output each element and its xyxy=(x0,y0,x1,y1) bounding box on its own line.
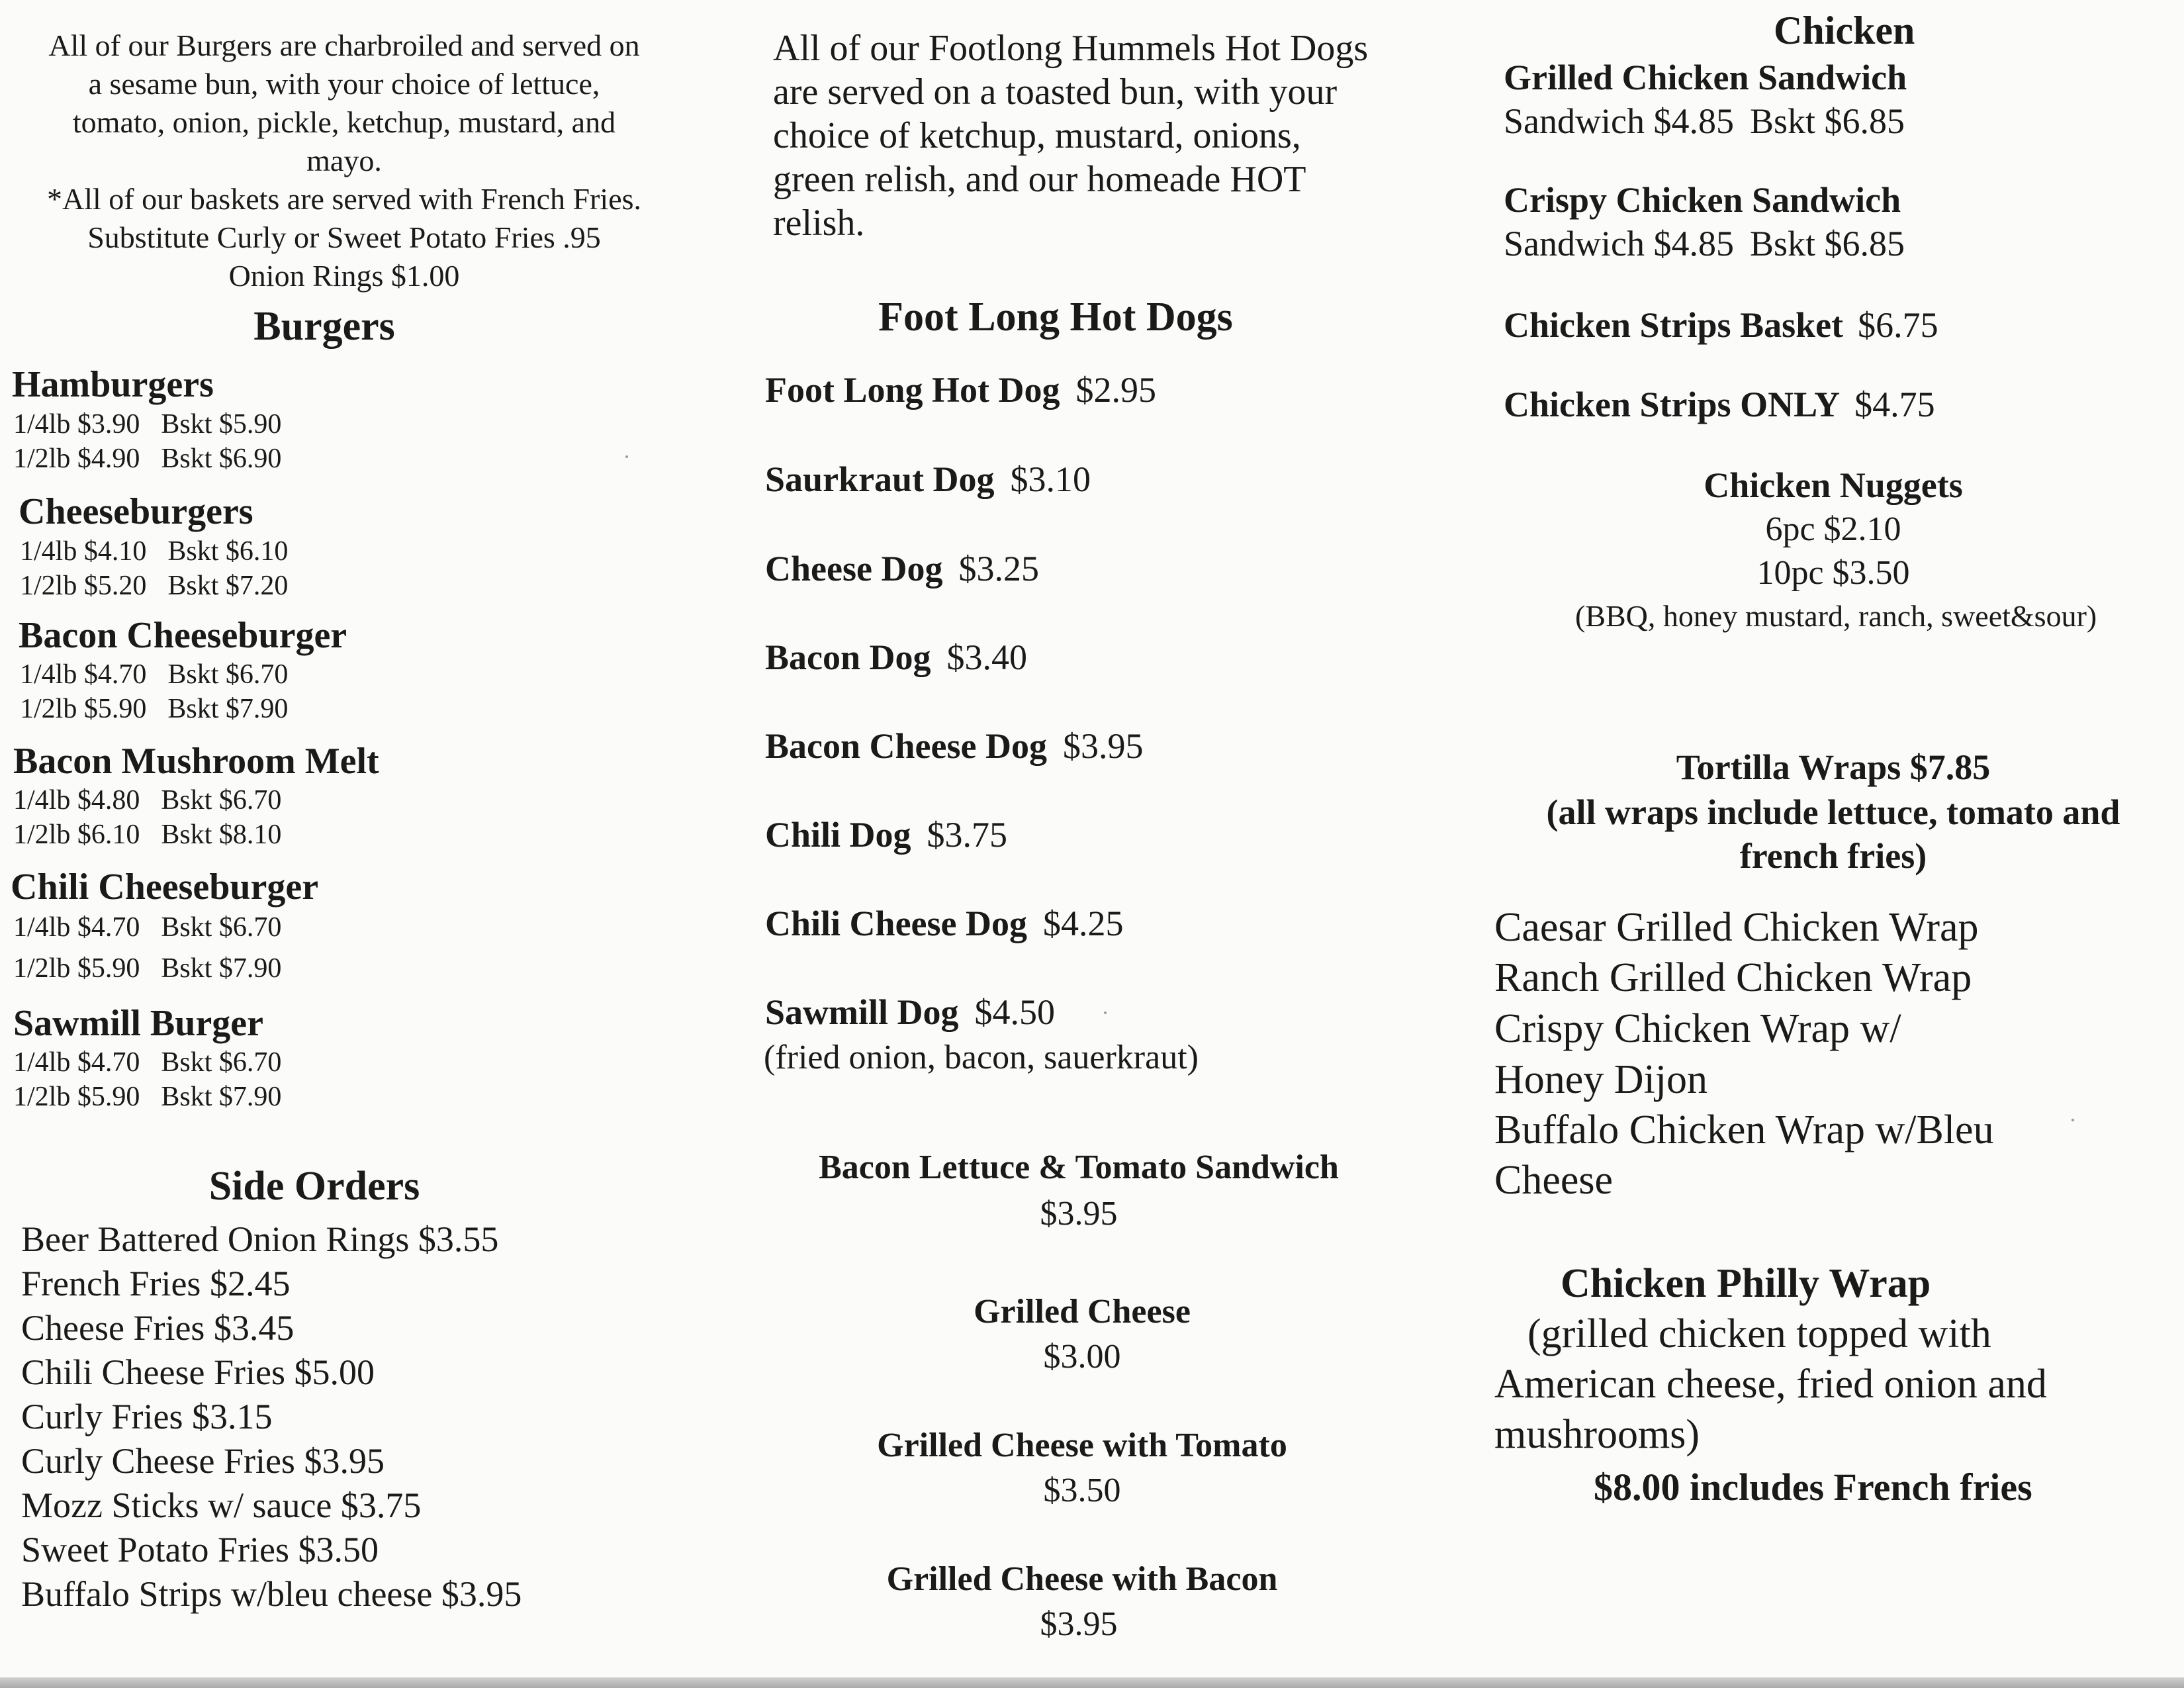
basket-price: Bskt $6.85 xyxy=(1749,224,1905,263)
price-quarter: 1/4lb $3.90 xyxy=(13,409,140,440)
hotdog-price: $4.50 xyxy=(974,992,1056,1032)
intro-line: *All of our baskets are served with French Fries. xyxy=(46,182,642,216)
burger-price-row xyxy=(20,538,288,565)
burgers-heading: Burgers xyxy=(253,304,395,349)
philly-title: Chicken Philly Wrap xyxy=(1561,1261,1931,1306)
price-basket: Bskt $6.70 xyxy=(161,785,282,816)
philly-desc-line: (grilled chicken topped with xyxy=(1527,1311,1991,1356)
sandwich-price: Sandwich $4.85 xyxy=(1504,224,1734,263)
hotdog-name: Bacon Dog xyxy=(765,637,931,677)
sandwich-price: $3.00 xyxy=(1043,1338,1121,1376)
burger-price-row xyxy=(13,821,281,849)
burger-name: Hamburgers xyxy=(12,364,214,405)
hotdog-item xyxy=(765,372,1156,408)
hotdog-name: Foot Long Hot Dog xyxy=(765,370,1060,410)
burger-name: Chili Cheeseburger xyxy=(11,867,319,908)
price-basket: Bskt $6.70 xyxy=(167,659,289,690)
philly-price: $8.00 includes French fries xyxy=(1594,1466,2032,1509)
price-quarter: 1/4lb $4.70 xyxy=(20,659,147,690)
hotdog-price: $3.40 xyxy=(946,637,1028,677)
hotdog-name: Chili Cheese Dog xyxy=(765,904,1027,943)
scan-bottom-edge xyxy=(0,1677,2184,1688)
wrap-item: Cheese xyxy=(1494,1158,1614,1203)
wraps-note: (all wraps include lettuce, tomato and xyxy=(1546,792,2120,832)
sandwich-name: Grilled Cheese xyxy=(974,1293,1191,1331)
price-half: 1/2lb $6.10 xyxy=(13,820,140,850)
side-item: Chili Cheese Fries $5.00 xyxy=(21,1352,375,1392)
price-half: 1/2lb $5.90 xyxy=(13,953,140,984)
burger-price-row xyxy=(13,914,281,941)
burger-price-row xyxy=(13,1083,281,1111)
hotdog-name: Chili Dog xyxy=(765,815,911,855)
hotdog-price: $3.10 xyxy=(1010,459,1091,499)
burger-name: Bacon Cheeseburger xyxy=(19,615,347,656)
hotdog-price: $2.95 xyxy=(1075,370,1156,410)
chicken-sandwich-price xyxy=(1504,226,1905,261)
intro-line: mayo. xyxy=(306,144,382,177)
sawmill-dog-note: (fried onion, bacon, sauerkraut) xyxy=(764,1039,1199,1076)
intro-line: Substitute Curly or Sweet Potato Fries .95 xyxy=(87,220,601,254)
price-quarter: 1/4lb $4.80 xyxy=(13,785,140,816)
nuggets-sauces: (BBQ, honey mustard, ranch, sweet&sour) xyxy=(1575,599,2097,633)
burger-price-row xyxy=(20,695,288,723)
hotdog-item xyxy=(765,551,1039,586)
chicken-strips-item xyxy=(1504,387,1935,422)
price-half: 1/2lb $5.90 xyxy=(13,1082,140,1112)
strips-price: $4.75 xyxy=(1854,385,1935,424)
sandwich-name: Grilled Cheese with Tomato xyxy=(877,1427,1287,1464)
chicken-strips-item xyxy=(1504,307,1938,343)
price-half: 1/2lb $5.90 xyxy=(20,694,147,724)
burgers-intro xyxy=(0,26,688,295)
intro-line: choice of ketchup, mustard, onions, xyxy=(773,115,1301,156)
intro-line: All of our Burgers are charbroiled and served on xyxy=(48,28,640,62)
philly-desc-line: mushrooms) xyxy=(1494,1412,1700,1457)
price-half: 1/2lb $5.20 xyxy=(20,571,147,601)
wraps-note: french fries) xyxy=(1739,836,1927,876)
hotdog-item xyxy=(765,461,1091,497)
hotdog-item xyxy=(765,994,1055,1030)
chicken-sandwich-name: Grilled Chicken Sandwich xyxy=(1504,58,1907,97)
price-half: 1/2lb $4.90 xyxy=(13,444,140,474)
price-basket: Bskt $7.90 xyxy=(161,1082,282,1112)
hotdog-price: $3.75 xyxy=(927,815,1008,855)
strips-price: $6.75 xyxy=(1858,305,1938,345)
sides-heading: Side Orders xyxy=(208,1164,420,1209)
chicken-heading: Chicken xyxy=(1774,9,1915,52)
chicken-sandwich-name: Crispy Chicken Sandwich xyxy=(1504,180,1901,220)
nuggets-ten: 10pc $3.50 xyxy=(1756,554,1910,592)
side-item: Cheese Fries $3.45 xyxy=(21,1308,295,1348)
intro-line: green relish, and our homeade HOT xyxy=(773,159,1306,200)
sandwich-price: $3.95 xyxy=(1040,1195,1118,1233)
price-basket: Bskt $7.20 xyxy=(167,571,289,601)
strips-name: Chicken Strips ONLY xyxy=(1504,385,1841,424)
hotdog-item xyxy=(765,728,1143,764)
hotdogs-intro xyxy=(773,26,1368,245)
price-basket: Bskt $5.90 xyxy=(161,409,282,440)
intro-line: are served on a toasted bun, with your xyxy=(773,71,1338,113)
price-basket: Bskt $6.70 xyxy=(161,912,282,943)
scan-speck xyxy=(625,455,628,458)
price-quarter: 1/4lb $4.70 xyxy=(13,912,140,943)
price-basket: Bskt $7.90 xyxy=(167,694,289,724)
scan-speck xyxy=(1104,1011,1107,1014)
hotdog-price: $3.95 xyxy=(1062,726,1144,766)
price-quarter: 1/4lb $4.10 xyxy=(20,536,147,567)
wrap-item: Ranch Grilled Chicken Wrap xyxy=(1494,955,1972,1000)
hotdog-name: Cheese Dog xyxy=(765,549,943,588)
nuggets-six: 6pc $2.10 xyxy=(1765,510,1901,548)
side-item: Beer Battered Onion Rings $3.55 xyxy=(21,1219,499,1259)
wrap-item: Caesar Grilled Chicken Wrap xyxy=(1494,905,1979,950)
hotdog-name: Saurkraut Dog xyxy=(765,459,995,499)
basket-price: Bskt $6.85 xyxy=(1749,101,1905,141)
burger-name: Cheeseburgers xyxy=(19,491,253,532)
intro-line: Onion Rings $1.00 xyxy=(228,259,460,293)
burger-price-row xyxy=(13,955,281,982)
sandwich-price: Sandwich $4.85 xyxy=(1504,101,1734,141)
price-basket: Bskt $6.90 xyxy=(161,444,282,474)
sandwich-price: $3.50 xyxy=(1043,1472,1121,1509)
hotdog-price: $3.25 xyxy=(958,549,1039,588)
side-item: Curly Cheese Fries $3.95 xyxy=(21,1441,385,1481)
burger-price-row xyxy=(20,572,288,600)
burger-price-row xyxy=(13,786,281,814)
hotdogs-heading: Foot Long Hot Dogs xyxy=(878,295,1233,340)
hotdog-item xyxy=(765,906,1123,941)
chicken-sandwich-price xyxy=(1504,103,1905,139)
side-item: Curly Fries $3.15 xyxy=(21,1397,273,1436)
burger-name: Bacon Mushroom Melt xyxy=(13,741,379,782)
burger-price-row xyxy=(13,445,281,473)
price-basket: Bskt $6.10 xyxy=(167,536,289,567)
hotdog-price: $4.25 xyxy=(1042,904,1124,943)
philly-desc-line: American cheese, fried onion and xyxy=(1494,1362,2047,1407)
side-item: Mozz Sticks w/ sauce $3.75 xyxy=(21,1485,422,1525)
wrap-item: Crispy Chicken Wrap w/ xyxy=(1494,1006,1901,1051)
intro-line: All of our Footlong Hummels Hot Dogs xyxy=(773,28,1369,69)
intro-line: relish. xyxy=(773,203,865,244)
price-basket: Bskt $8.10 xyxy=(161,820,282,850)
side-item: French Fries $2.45 xyxy=(21,1264,291,1303)
sandwich-name: Bacon Lettuce & Tomato Sandwich xyxy=(819,1149,1339,1186)
burger-price-row xyxy=(13,410,281,438)
scan-speck xyxy=(2071,1119,2074,1121)
strips-name: Chicken Strips Basket xyxy=(1504,305,1844,345)
sandwich-name: Grilled Cheese with Bacon xyxy=(886,1560,1278,1598)
intro-line: tomato, onion, pickle, ketchup, mustard, and xyxy=(72,105,616,139)
price-basket: Bskt $7.90 xyxy=(161,953,282,984)
side-item: Sweet Potato Fries $3.50 xyxy=(21,1530,379,1570)
price-quarter: 1/4lb $4.70 xyxy=(13,1047,140,1078)
wraps-heading: Tortilla Wraps $7.85 xyxy=(1676,747,1991,787)
burger-price-row xyxy=(13,1049,281,1076)
intro-line: a sesame bun, with your choice of lettuce, xyxy=(88,67,600,101)
sandwich-price: $3.95 xyxy=(1040,1605,1118,1643)
hotdog-item xyxy=(765,817,1007,853)
wrap-item: Honey Dijon xyxy=(1494,1057,1708,1102)
hotdog-name: Bacon Cheese Dog xyxy=(765,726,1047,766)
hotdog-name: Sawmill Dog xyxy=(765,992,959,1032)
side-item: Buffalo Strips w/bleu cheese $3.95 xyxy=(21,1574,522,1614)
burger-name: Sawmill Burger xyxy=(13,1003,263,1044)
nuggets-title: Chicken Nuggets xyxy=(1704,465,1963,505)
burger-price-row xyxy=(20,661,288,688)
price-basket: Bskt $6.70 xyxy=(161,1047,282,1078)
wrap-item: Buffalo Chicken Wrap w/Bleu xyxy=(1494,1107,1994,1152)
hotdog-item xyxy=(765,639,1027,675)
